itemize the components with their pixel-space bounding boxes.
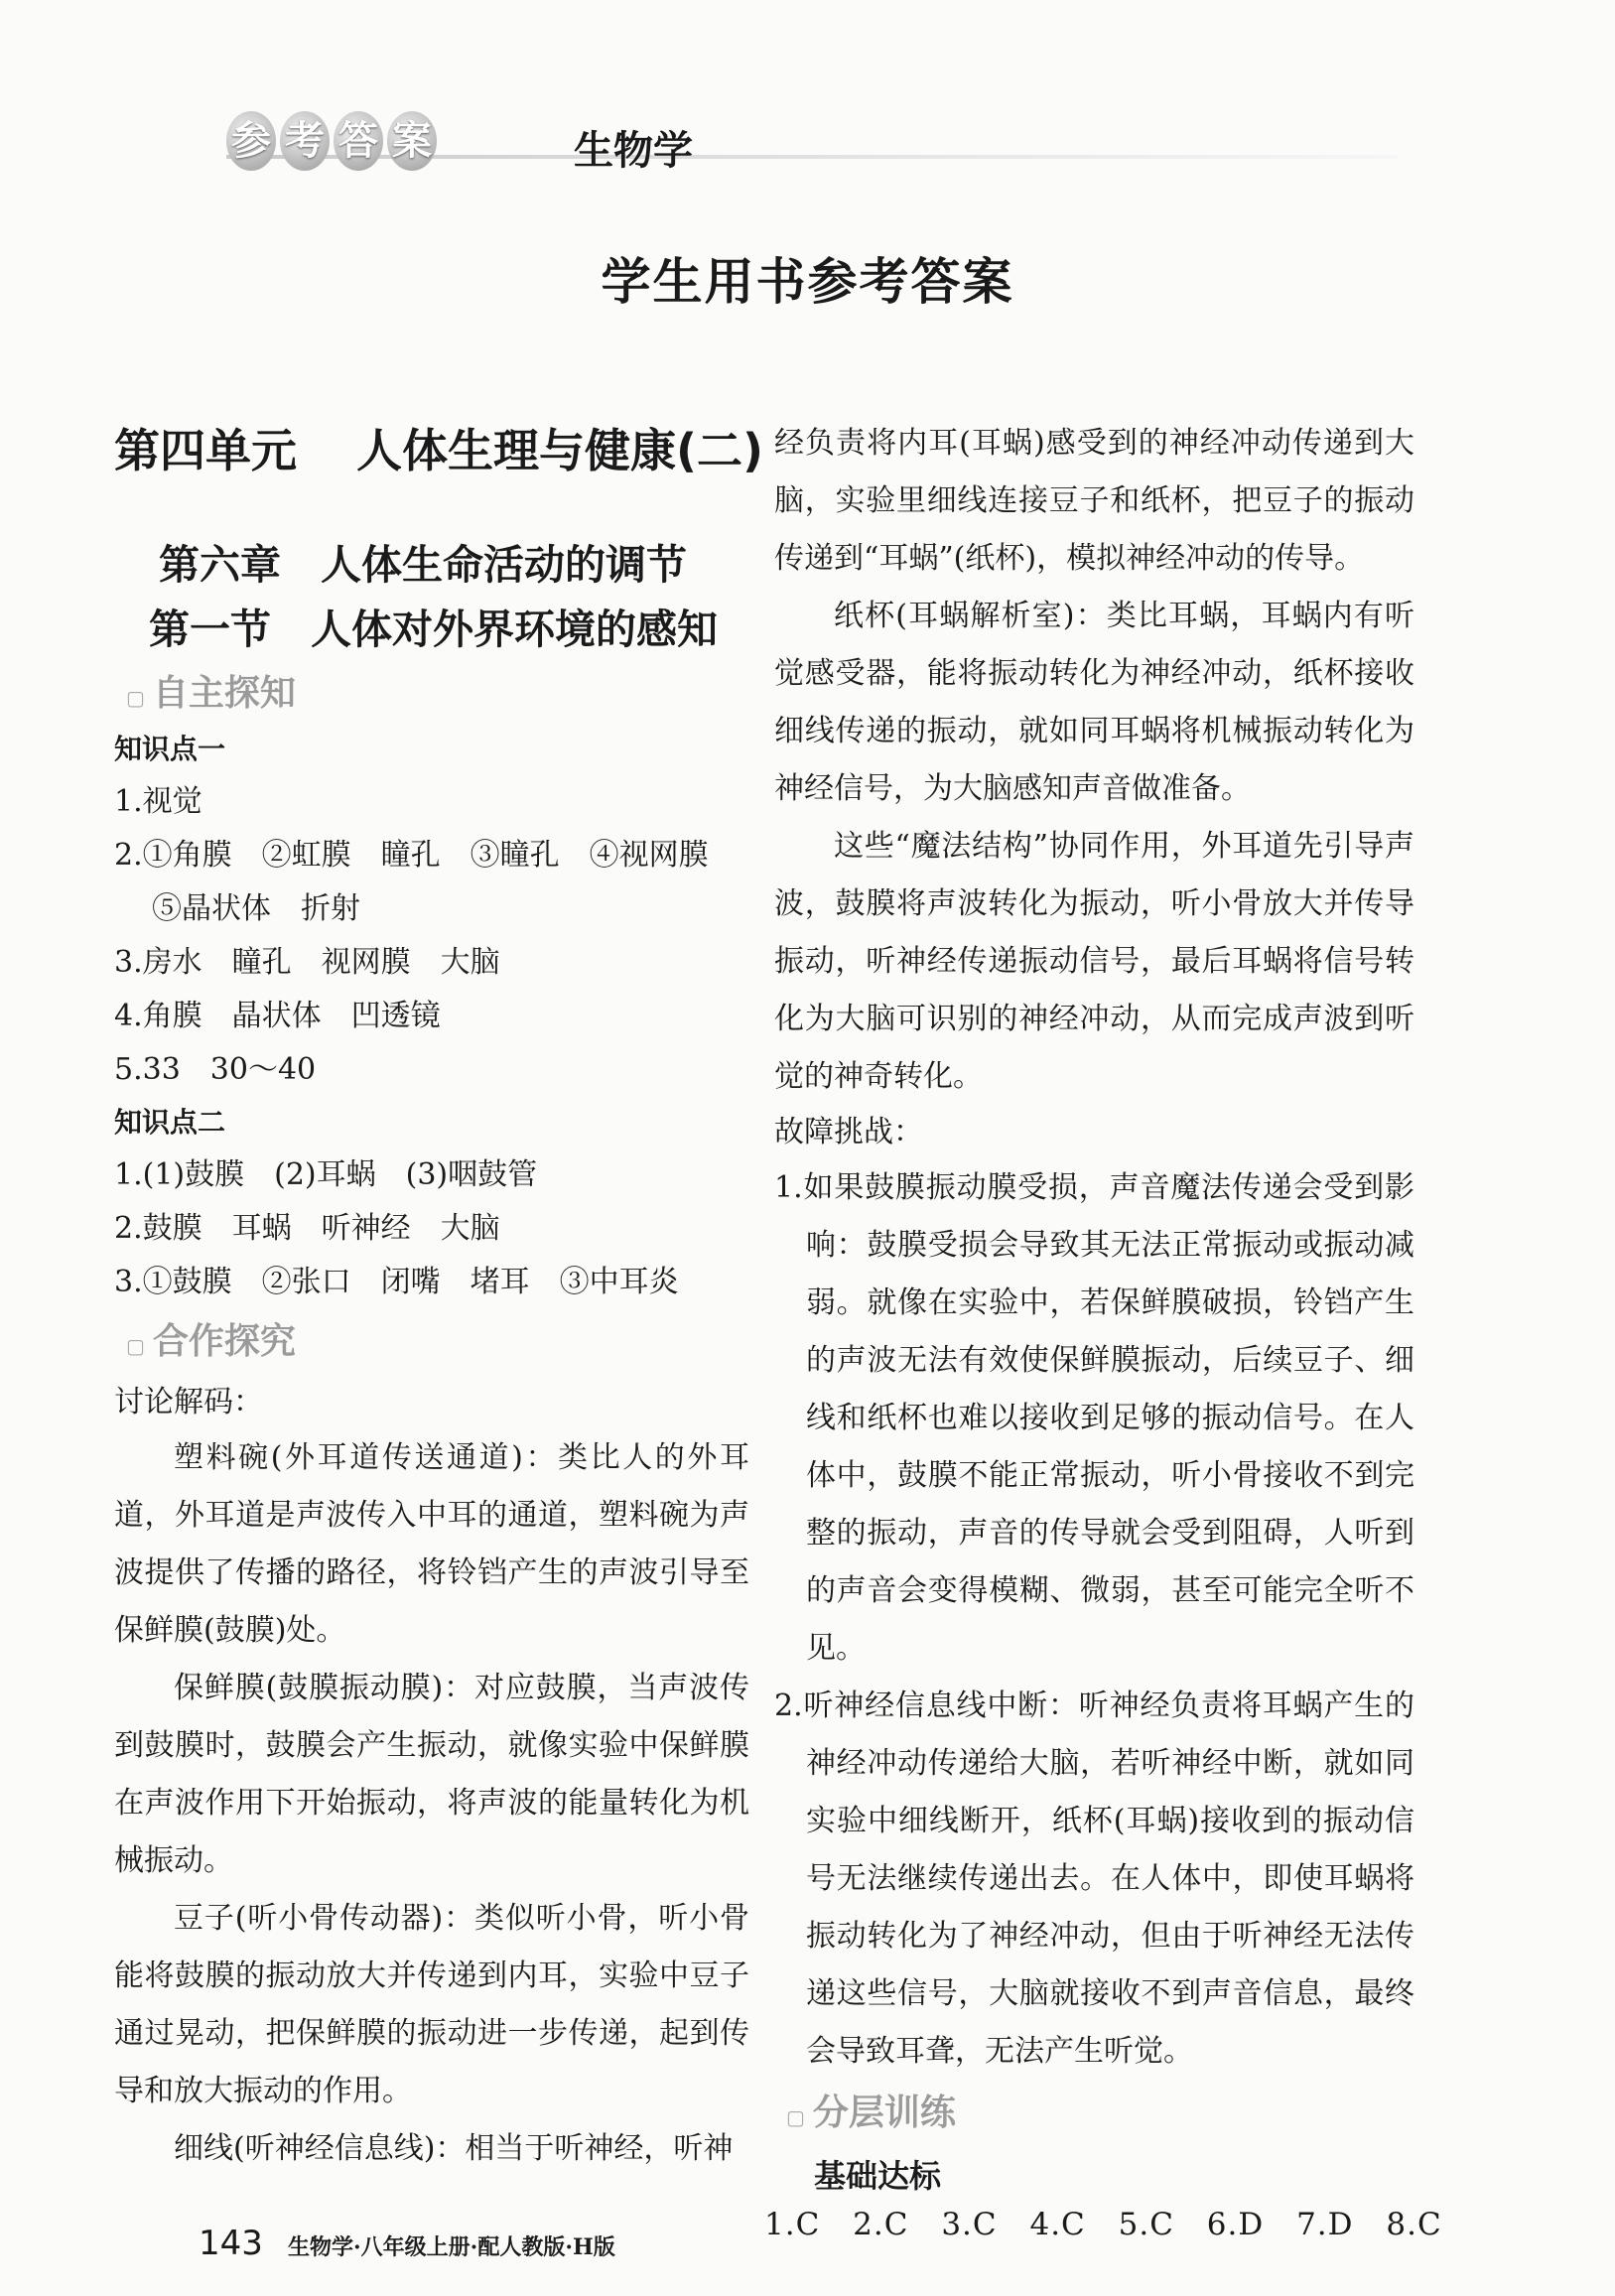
tag-self-study — [126, 665, 749, 716]
tag-layered — [786, 2085, 1414, 2135]
paragraph: 纸杯(耳蜗解析室)：类比耳蜗，耳蜗内有听觉感受器，能将振动转化为神经冲动，纸杯接收细线传递的振动，就如同耳蜗将机械振动转化为神经信号，为大脑感知声音做准备。 — [774, 599, 1414, 806]
list-item: 5.33 30～40 — [114, 1052, 317, 1087]
tag-label: 自主探知 — [152, 673, 296, 714]
page-title: 学生用书参考答案 — [601, 253, 1014, 311]
answer: 5.C — [1118, 2207, 1174, 2242]
answer: 2.C — [853, 2207, 909, 2242]
list-item: 2.鼓膜 耳蜗 听神经 大脑 — [114, 1211, 500, 1246]
page-footer — [199, 2224, 615, 2263]
answer: 4.C — [1029, 2207, 1086, 2242]
unit-heading — [114, 415, 764, 480]
section-number: 第一节 — [149, 606, 271, 653]
answer: 1.C — [764, 2207, 821, 2242]
paragraph: 保鲜膜(鼓膜振动膜)：对应鼓膜，当声波传到鼓膜时，鼓膜会产生振动，就像实验中保鲜膜在声波作用下开始振动，将声波的能量转化为机械振动。 — [114, 1671, 749, 1878]
tag-label: 合作探究 — [152, 1321, 296, 1362]
paragraph: 这些“魔法结构”协同作用，外耳道先引导声波，鼓膜将声波转化为振动，听小骨放大并传导振动，听神经传递振动信号，最后耳蜗将信号转化为大脑可识别的神经冲动，从而完成声波到听觉的神奇转化。 — [774, 829, 1414, 1094]
answer-row — [764, 2207, 1442, 2242]
page-number: 143 — [199, 2224, 263, 2263]
subject-label: 生物学 — [574, 128, 693, 174]
section-name: 人体对外界环境的感知 — [311, 606, 718, 653]
tag-cooperation — [126, 1313, 749, 1364]
page-header — [226, 111, 1398, 179]
badge-char: 案 — [387, 111, 437, 171]
list-item: 1.如果鼓膜振动膜受损，声音魔法传递会受到影响：鼓膜受损会导致其无法正常振动或振动减弱。就像在实验中，若保鲜膜破损，铃铛产生的声波无法有效使保鲜膜振动，后续豆子、细线和纸杯也难以接收到足够的振动信号。在人体中，鼓膜不能正常振动，听小骨接收不到完整的振动，声音的传导就会受到阻碍，人听到的声音会变得模糊、微弱，甚至可能完全听不见。 — [774, 1170, 1414, 1666]
list-item: 3.①鼓膜 ②张口 闭嘴 堵耳 ③中耳炎 — [114, 1265, 679, 1299]
kp2-heading: 知识点二 — [114, 1106, 226, 1139]
bullet-icon: ▢ — [786, 2105, 805, 2129]
list-item: 2.听神经信息线中断：听神经负责将耳蜗产生的神经冲动传递给大脑，若听神经中断，就如同实验中细线断开，纸杯(耳蜗)接收到的振动信号无法继续传递出去。在人体中，即使耳蜗将振动转化为了神经冲动，但由于听神经无法传递这些信号，大脑就接收不到声音信息，最终会导致耳聋，无法产生听觉。 — [774, 1688, 1414, 2069]
list-item: 1.(1)鼓膜 (2)耳蜗 (3)咽鼓管 — [114, 1157, 538, 1192]
bullet-icon: ▢ — [126, 1334, 145, 1358]
answer: 3.C — [941, 2207, 998, 2242]
answer-badge — [226, 111, 437, 171]
answer: 7.D — [1296, 2207, 1354, 2242]
chapter-number: 第六章 — [159, 541, 281, 589]
unit-name: 人体生理与健康(二) — [356, 424, 764, 477]
list-item: 2.①角膜 ②虹膜 瞳孔 ③瞳孔 ④视网膜 — [114, 838, 709, 873]
chapter-name: 人体生命活动的调节 — [321, 541, 687, 589]
list-item: ⑤晶状体 折射 — [152, 891, 360, 926]
kp1-heading: 知识点一 — [114, 733, 226, 765]
right-column — [764, 415, 1442, 2242]
bullet-icon: ▢ — [126, 686, 145, 710]
basic-heading: 基础达标 — [814, 2157, 942, 2195]
paragraph: 塑料碗(外耳道传送通道)：类比人的外耳道，外耳道是声波传入中耳的通道，塑料碗为声波提供了传播的路径，将铃铛产生的声波引导至保鲜膜(鼓膜)处。 — [114, 1440, 749, 1648]
list-item: 4.角膜 晶状体 凹透镜 — [114, 999, 441, 1033]
answer: 8.C — [1386, 2207, 1442, 2242]
paragraph: 豆子(听小骨传动器)：类似听小骨，听小骨能将鼓膜的振动放大并传递到内耳，实验中豆子通过晃动，把保鲜膜的振动进一步传递，起到传导和放大振动的作用。 — [114, 1901, 749, 2108]
badge-char: 考 — [280, 111, 330, 171]
badge-char: 参 — [226, 111, 276, 171]
chapter-heading — [159, 532, 749, 591]
section-heading — [149, 597, 749, 655]
discussion-heading: 讨论解码： — [114, 1385, 263, 1419]
fault-heading: 故障挑战： — [774, 1115, 923, 1149]
list-item: 3.房水 瞳孔 视网膜 大脑 — [114, 945, 500, 980]
book-info: 生物学·八年级上册·配人教版·H版 — [288, 2234, 615, 2260]
paragraph: 经负责将内耳(耳蜗)感受到的神经冲动传递到大脑，实验里细线连接豆子和纸杯，把豆子的振动传递到“耳蜗”(纸杯)，模拟神经冲动的传导。 — [774, 426, 1414, 576]
unit-number: 第四单元 — [114, 424, 297, 477]
left-column — [114, 415, 764, 2178]
answer: 6.D — [1206, 2207, 1265, 2242]
paragraph: 细线(听神经信息线)：相当于听神经，听神 — [174, 2131, 734, 2166]
tag-label: 分层训练 — [812, 2093, 956, 2133]
list-item: 1.视觉 — [114, 784, 202, 819]
badge-char: 答 — [334, 111, 383, 171]
